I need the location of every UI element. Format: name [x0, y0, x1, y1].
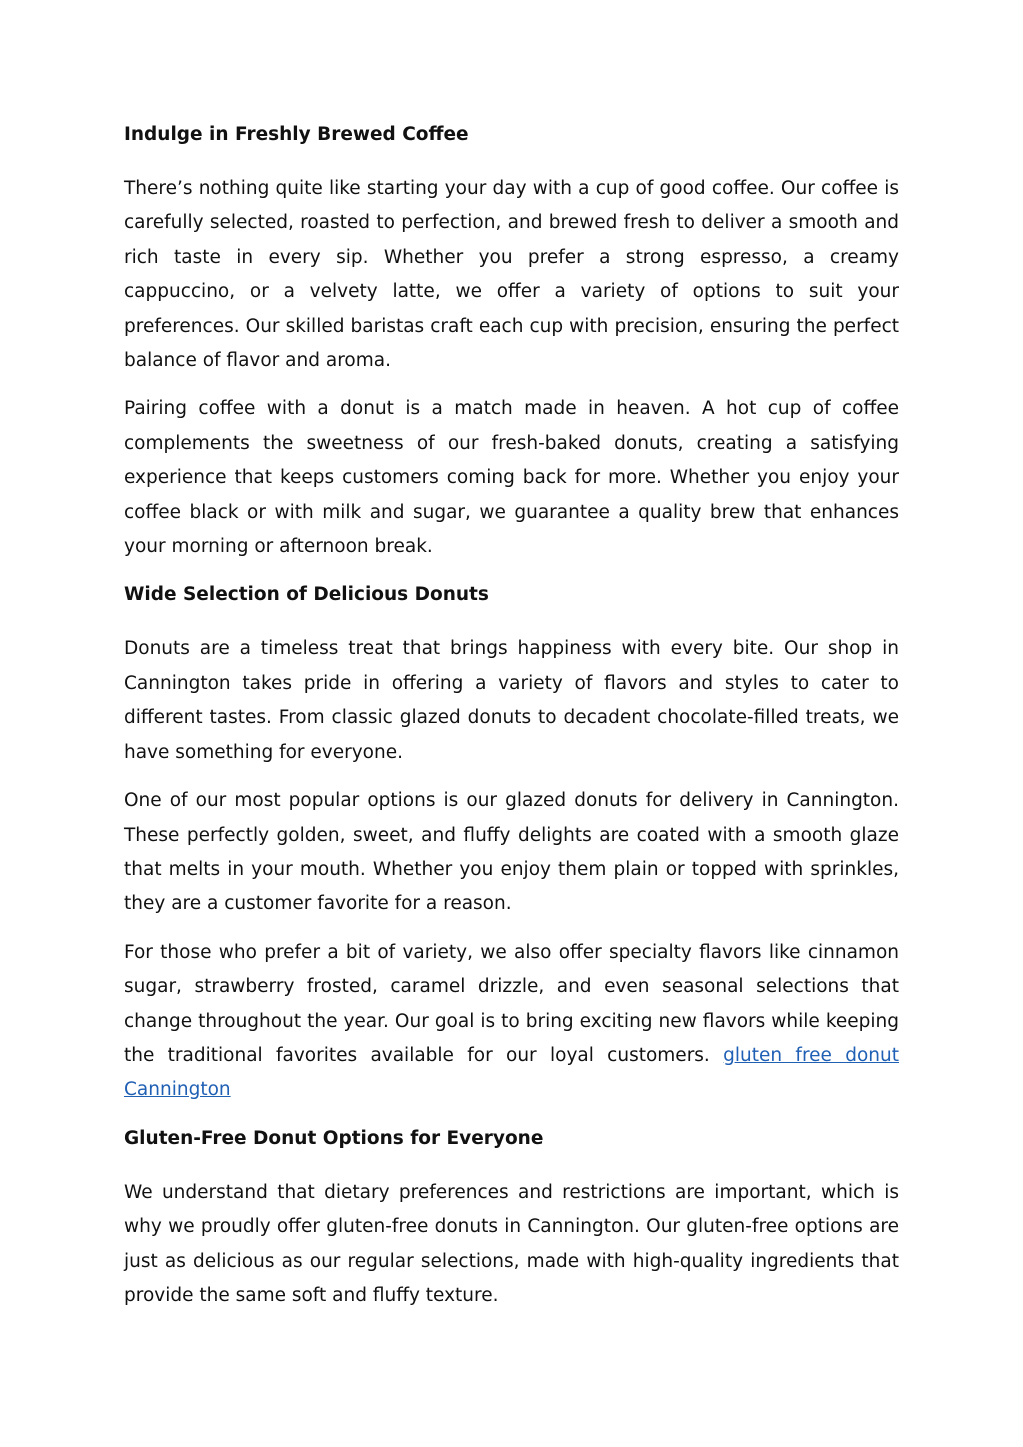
paragraph-donut-intro: Donuts are a timeless treat that brings happiness with every bite. Our shop in Cannington takes pride in offering a variety of flavors and styles to cater to different tastes. From classic glazed donuts to decadent chocolate-filled treats, we have something for everyone.	[124, 638, 899, 763]
gluten-free-donut-link[interactable]: gluten free donut Cannington	[124, 1044, 899, 1101]
heading-coffee: Indulge in Freshly Brewed Coffee	[124, 124, 469, 145]
heading-gluten-free: Gluten-Free Donut Options for Everyone	[124, 1127, 544, 1149]
heading-donut-selection: Wide Selection of Delicious Donuts	[124, 584, 489, 606]
paragraph-coffee-pairing: Pairing coffee with a donut is a match made in heaven. A hot cup of coffee complements the sweetness of our fresh-baked donuts, creating a satisfying experience that keeps customers coming back for more. Whether you enjoy your coffee black or with milk and sugar, we guarantee a quality brew that enhances your morning or afternoon break.	[124, 398, 899, 558]
paragraph-coffee-intro: There’s nothing quite like starting your day with a cup of good coffee. Our coffee is carefully selected, roasted to perfection, and brewed fresh to deliver a smooth and rich taste in every sip. Whether you prefer a strong espresso, a creamy cappuccino, or a velvety latte, we offer a variety of options to suit your preferences. Our skilled baristas craft each cup with precision, ensuring the perfect balance of flavor and aroma.	[124, 178, 899, 372]
paragraph-glazed-donuts: One of our most popular options is our glazed donuts for delivery in Cannington. These perfectly golden, sweet, and fluffy delights are coated with a smooth glaze that melts in your mouth. Whether you enjoy them plain or topped with sprinkles, they are a customer favorite for a reason.	[124, 790, 899, 915]
paragraph-gluten-free: We understand that dietary preferences and restrictions are important, which is why we proudly offer gluten-free donuts in Cannington. Our gluten-free options are just as delicious as our regular selections, made with high-quality ingredients that provide the same soft and fluffy texture.	[124, 1181, 899, 1306]
document-page	[124, 118, 899, 1327]
specialty-flavors-text: For those who prefer a bit of variety, we also offer specialty flavors like cinnamon sugar, strawberry frosted, caramel drizzle, and even seasonal selections that change throughout the year. Our goal is to bring exciting new flavors while keeping the traditional favorites available for our loyal customers.	[124, 941, 899, 1066]
paragraph-specialty-flavors	[124, 936, 899, 1108]
